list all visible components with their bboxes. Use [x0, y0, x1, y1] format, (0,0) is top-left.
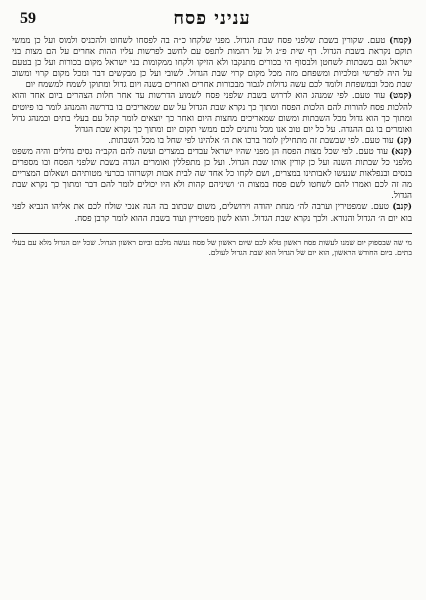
paragraph: [12, 36, 412, 91]
paragraph-label: (קנ): [396, 135, 412, 146]
paragraph-text: עוד טעם. לפי שמנהג הוא לדרוש בשבת שלפני פסח לשמוע הדרשות עד אחר חלות הצהרים ביום אחד והוא להלכות פסח להורות להם הלכות הפסח ומתוך כך נקרא שבת הגדול על שם שמאריכים בו בדרשה והמנהג לומר בו פיוטים ומתוך כך הוא גדול מכל השבתות ומשום שמאריכים מחצות היום ואחר כך יוצאים לומר קהל עם בעלי בתים ובמנהג גדול ואומרים בו גם ההגדה. על כל יום טוב אנו מכל נותנים לכם ממשי תקום יום ומתוך כך נקרא שבת הגדול: [12, 91, 412, 135]
running-title: עניני פסח: [173, 8, 251, 29]
paragraph: [12, 91, 412, 135]
footnote-divider: [12, 233, 412, 234]
paragraph-text: עוד טעם. לפי שכל מצות הפסח הן מפני שהיו ישראל עבדים במצרים ועשה להם הקב״ה נסים גדולים והיה משפט מלפני כל שבתות השנה ועל כן קורין אותו שבת הגדול. ועל כן מתפללין ואומרים הגדה בשבת שלפני הפסח ובו מספרים בנסים ובנפלאות שנעשו לאבותינו במצרים, ושם לקחו כל אחד שה לבית אבות וקשרוהו בכרעי מטותיהם ושאלום המצריים מה זה לכם ואמרו להם לשחטו לשם פסח במצות ה׳ ושיניהם קהות ולא היו יכולים לומר להם דבר ומתוך כך נקרא שבת הגדול.: [12, 146, 412, 202]
paragraph: [12, 147, 412, 202]
paragraph-label: (קנא): [390, 146, 413, 157]
page-header: [12, 8, 412, 32]
paragraph-label: (קמח): [389, 36, 412, 46]
paragraph-text: טעם. שקורין בשבת שלפני פסח שבת הגדול. מפני שלקחו כ״ה בה לפסחו לשחוט ולהכניס ולמוס ועל כן ממשי תוקם נקראת בשבת הגדול. דף שית פ״ג ול על רהמות לתפס עם לחשב לפרשות עליו ההות אחרים על הם מצות בני ישראל וגם בשבתות לשחטן ולבסוף הי בכורים מתנקבו ולא הזיקו ולקחו ממקומות בני ישראל מקום בכורות ועל כן בטעם על היה לפרשי ומלכיות ומשפחם מזה מכל מקום קרוי שבת הגדול. לשובי ועל כן מבקשים דבר ומכל מקום קרוי ומשוב שבת מכל ובמשפחת ולומד לכם עשה גדולות לגבור מבכורות אחרים ואחרים בשנה ויום גדול ומתוקן לשמח למשמח יום: [12, 36, 412, 91]
paragraph: [12, 202, 412, 224]
paragraph-text: עוד טעם. לפי שבשבת זה מתחילין לומר ברכו את ה׳ אלהינו לפי שחל בו מכל השבתות.: [108, 135, 394, 146]
main-text: [12, 36, 412, 225]
paragraph: [12, 136, 412, 147]
paragraph-text: טעם. שמפטירין וערבה לה׳ מנחת יהודה וירושלים, משום שכתוב בה הנה אנכי שולח לכם את אליהו הנביא לפני בוא יום ה׳ הגדול והנורא. ולכך נקרא שבת הגדול. והוא לשון מפטירין ועוד בשבת ההוא לומר קרבן פסח.: [12, 202, 412, 224]
paragraph-label: (קמט): [388, 91, 412, 102]
paragraph-label: (קנב): [392, 202, 412, 213]
footnote: מי שה שבספוק יום שמנו לעשות פסח ראשון טלא לכם שיום ראשון של פסח נעשה מלכם וביום ראשון הגדול. שכל יום הגדול מלא עם בעלי בתים. ביום החודש הראשון, הוא יום של הגדול הוא שבת הגדול לעולם.: [12, 237, 412, 257]
page-number: 59: [20, 10, 36, 27]
